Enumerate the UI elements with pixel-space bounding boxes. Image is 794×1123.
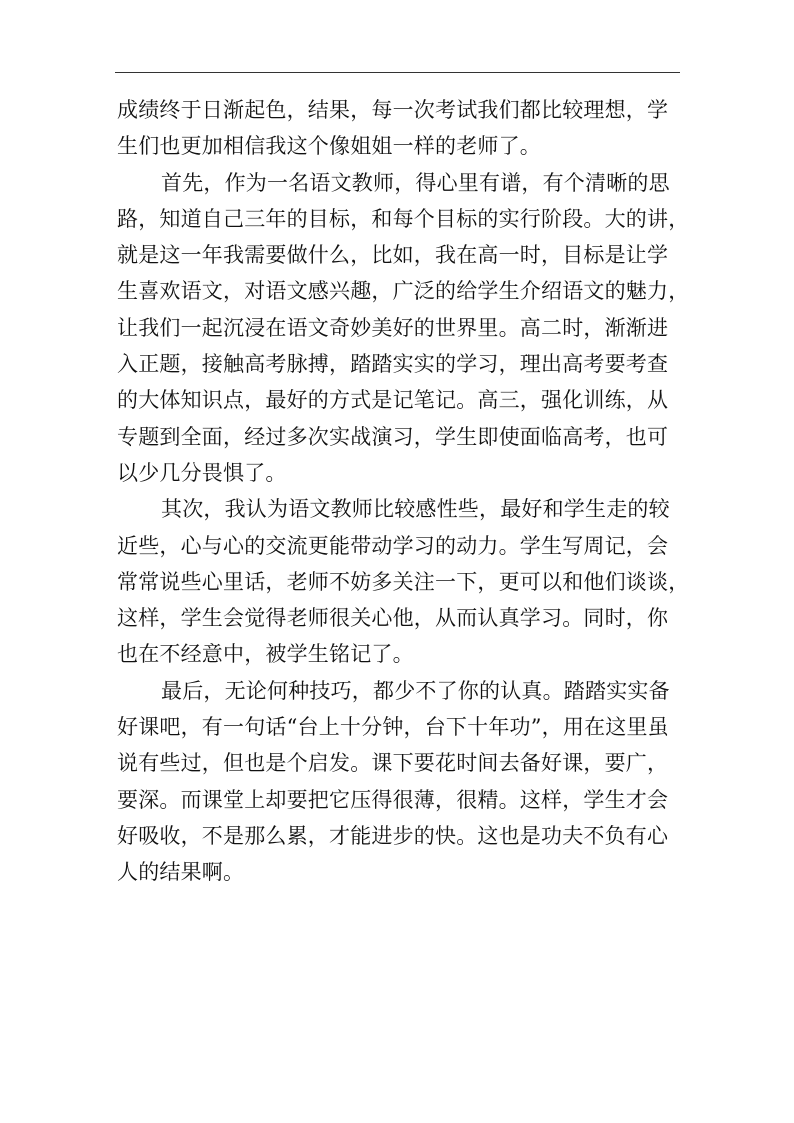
paragraph-first-line: 首先，作为一名语文教师，得心里有谱，有个清晰的思 bbox=[161, 170, 670, 195]
text-line: 人的结果啊。 bbox=[117, 860, 245, 885]
text-line: 生喜欢语文，对语文感兴趣，广泛的给学生介绍语文的魅力， bbox=[117, 279, 690, 304]
text-line: 路，知道自己三年的目标，和每个目标的实行阶段。大的讲， bbox=[117, 206, 690, 231]
document-body bbox=[117, 92, 690, 891]
text-line: 好吸收，不是那么累，才能进步的快。这也是功夫不负有心 bbox=[117, 823, 669, 848]
text-line: 常常说些心里话，老师不妨多关注一下，更可以和他们谈谈， bbox=[117, 569, 690, 594]
text-line: 成绩终于日渐起色，结果，每一次考试我们都比较理想，学 bbox=[117, 98, 669, 122]
text-line: 近些，心与心的交流更能带动学习的动力。学生写周记，会 bbox=[117, 533, 669, 558]
text-line: 以少几分畏惧了。 bbox=[117, 460, 287, 485]
text-line: 让我们一起沉浸在语文奇妙美好的世界里。高二时，渐渐进 bbox=[117, 315, 669, 340]
text-line: 要深。而课堂上却要把它压得很薄，很精。这样，学生才会 bbox=[117, 787, 669, 812]
paragraph-first-line: 最后，无论何种技巧，都少不了你的认真。踏踏实实备 bbox=[161, 678, 670, 703]
paragraph-first-line: 其次，我认为语文教师比较感性些，最好和学生走的较 bbox=[161, 497, 670, 522]
text-line: 说有些过，但也是个启发。课下要花时间去备好课，要广， bbox=[117, 751, 669, 776]
text-line: 好课吧，有一句话“台上十分钟，台下十年功”，用在这里虽 bbox=[117, 715, 669, 740]
text-line: 也在不经意中，被学生铭记了。 bbox=[117, 642, 414, 667]
text-line: 生们也更加相信我这个像姐姐一样的老师了。 bbox=[117, 134, 541, 159]
text-line: 的大体知识点，最好的方式是记笔记。高三，强化训练，从 bbox=[117, 388, 669, 413]
text-line: 就是这一年我需要做什么，比如，我在高一时，目标是让学 bbox=[117, 243, 669, 268]
text-line: 专题到全面，经过多次实战演习，学生即使面临高考，也可 bbox=[117, 424, 669, 449]
text-line: 这样，学生会觉得老师很关心他，从而认真学习。同时，你 bbox=[117, 606, 669, 631]
header-rule bbox=[115, 72, 680, 73]
text-line: 入正题，接触高考脉搏，踏踏实实的学习，理出高考要考查 bbox=[117, 352, 669, 377]
